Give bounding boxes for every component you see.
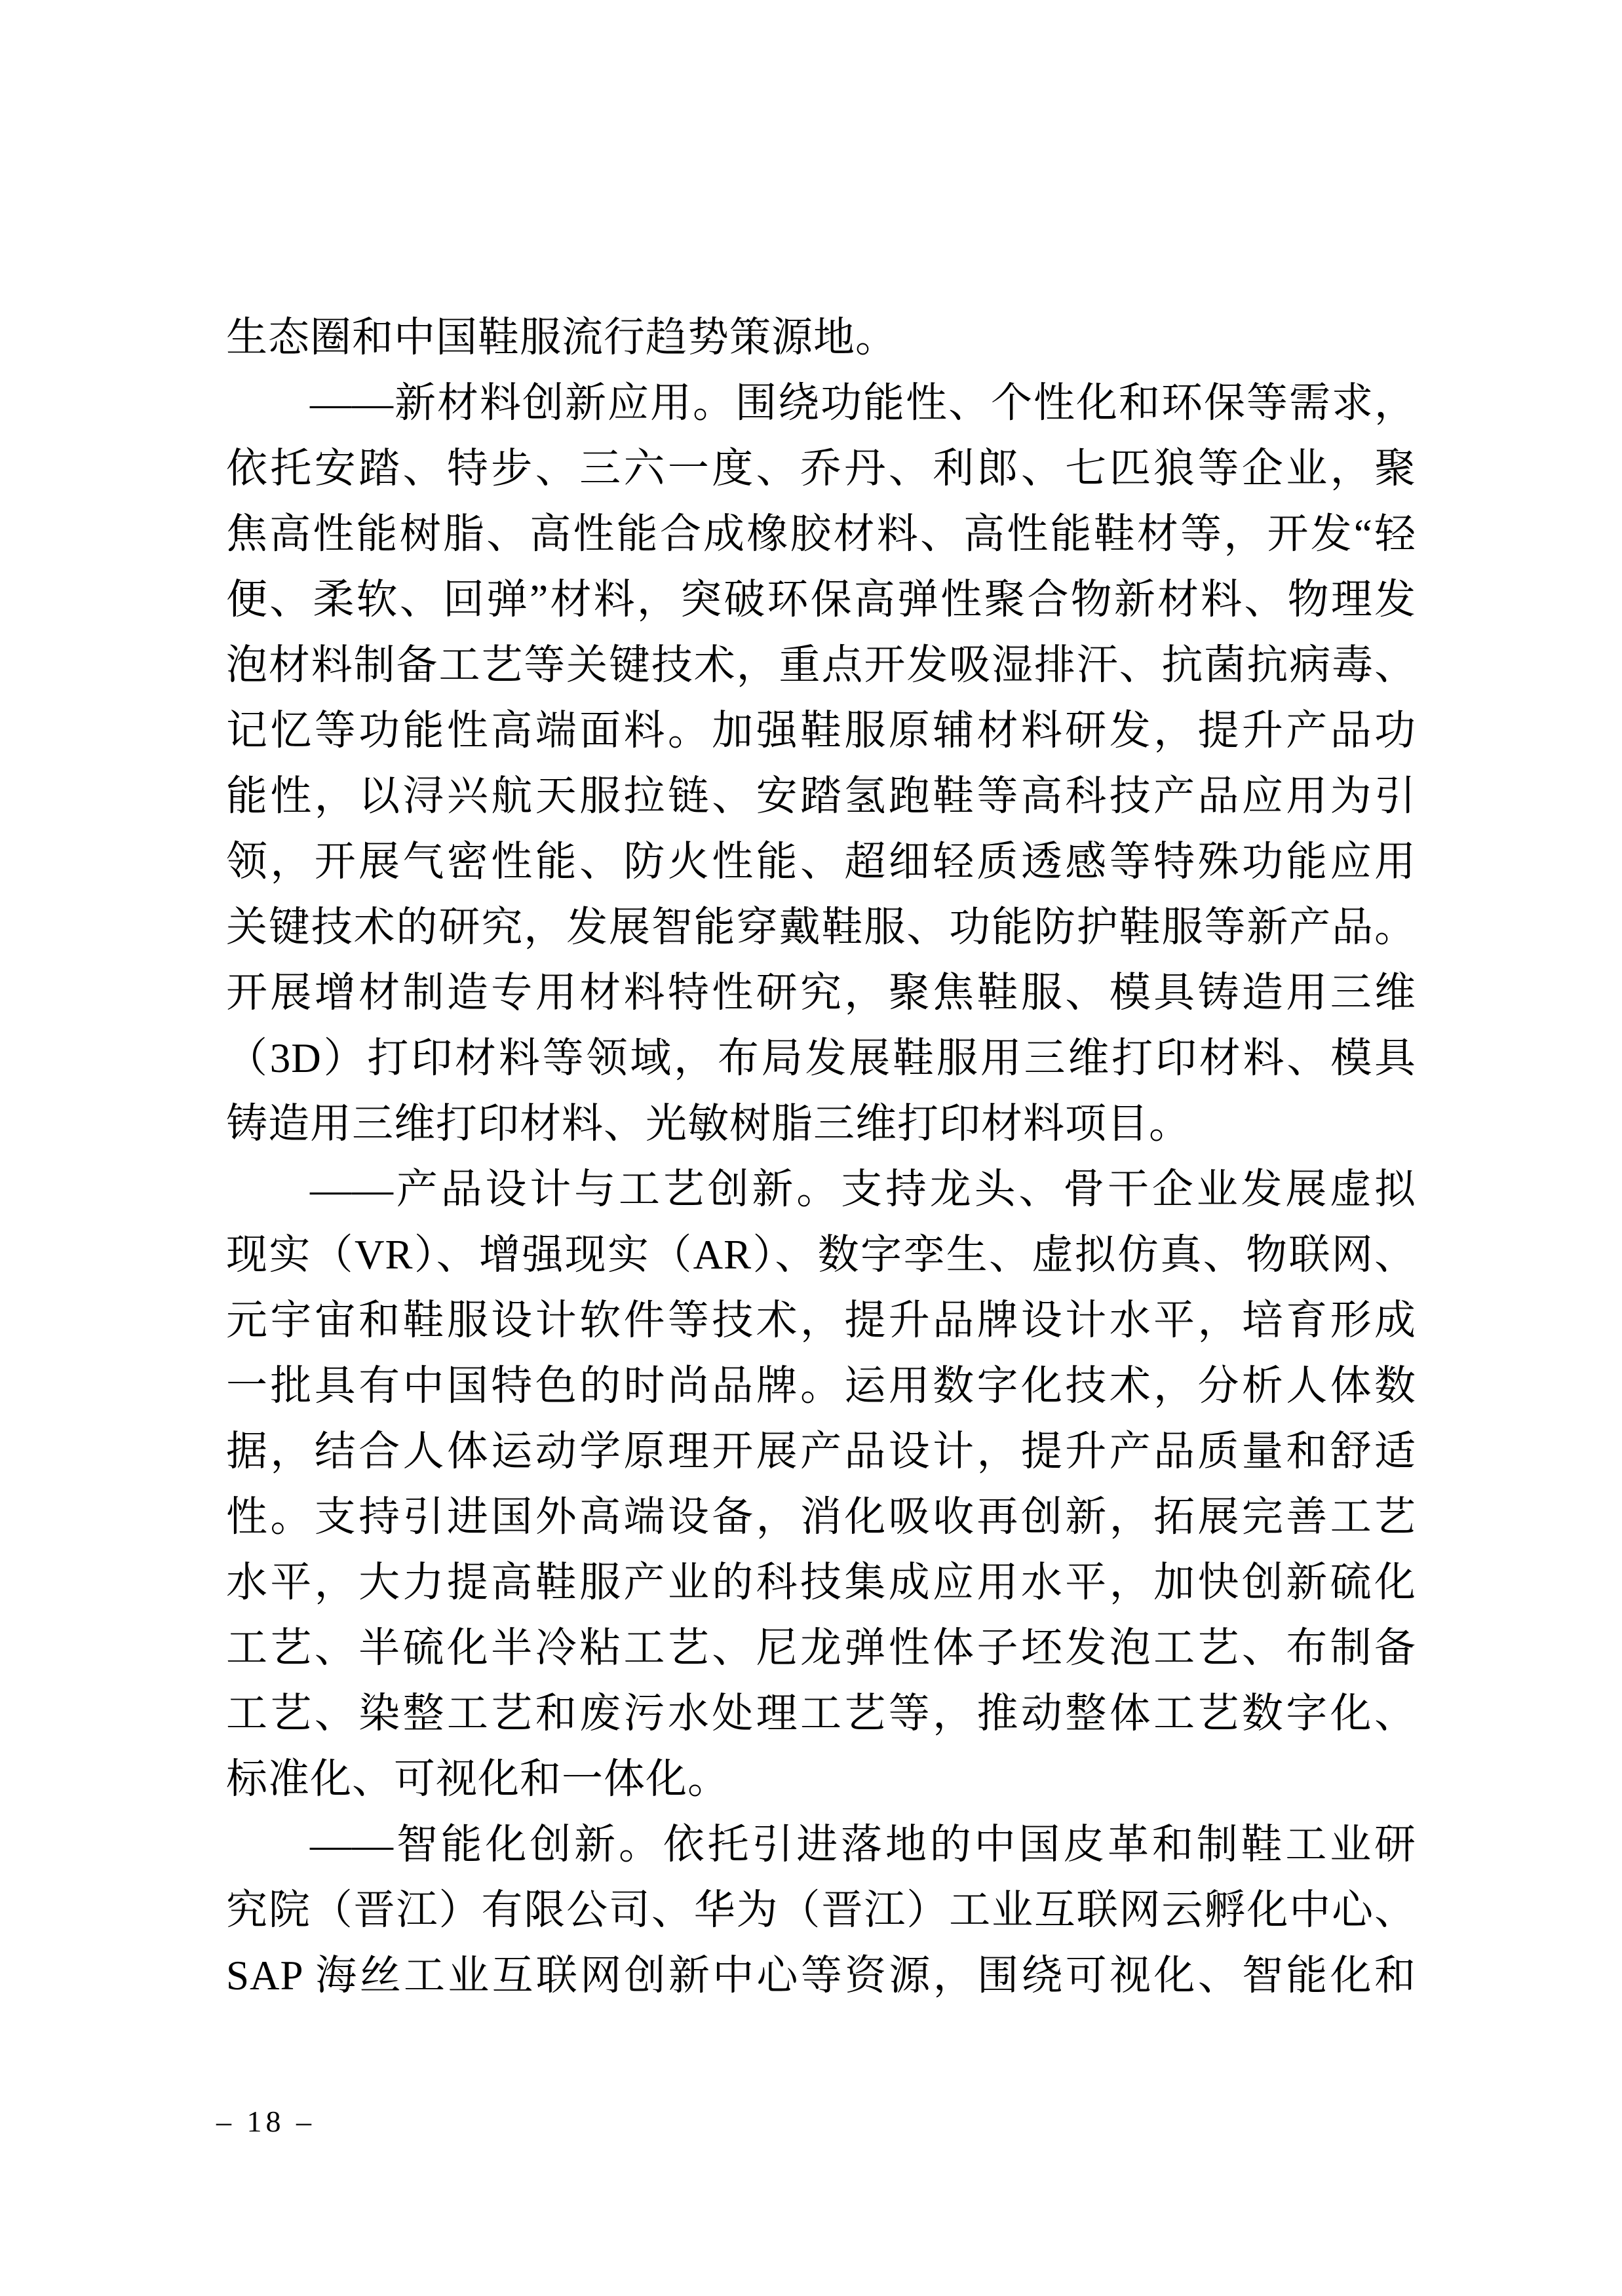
text-line: 现实（VR）、增强现实（AR）、数字孪生、虚拟仿真、物联网、	[226, 1232, 1416, 1278]
text-line: 据，结合人体运动学原理开展产品设计，提升产品质量和舒适	[226, 1428, 1416, 1474]
text-line: 一批具有中国特色的时尚品牌。运用数字化技术，分析人体数	[226, 1363, 1416, 1409]
text-line: 领，开展气密性能、防火性能、超细轻质透感等特殊功能应用	[226, 839, 1416, 885]
text-line: 元宇宙和鞋服设计软件等技术，提升品牌设计水平，培育形成	[226, 1297, 1416, 1343]
text-line: （3D）打印材料等领域，布局发展鞋服用三维打印材料、模具	[226, 1035, 1416, 1081]
text-line: 标准化、可视化和一体化。	[226, 1756, 729, 1802]
text-line: 生态圈和中国鞋服流行趋势策源地。	[226, 315, 897, 360]
text-line: 究院（晋江）有限公司、华为（晋江）工业互联网云孵化中心、	[226, 1887, 1416, 1933]
text-line: 能性，以浔兴航天服拉链、安踏氢跑鞋等高科技产品应用为引	[226, 773, 1416, 819]
text-line: 便、柔软、回弹”材料，突破环保高弹性聚合物新材料、物理发	[226, 577, 1416, 622]
text-line: 铸造用三维打印材料、光敏树脂三维打印材料项目。	[226, 1101, 1191, 1147]
text-line: ——智能化创新。依托引进落地的中国皮革和制鞋工业研	[310, 1822, 1416, 1867]
text-line: 水平，大力提高鞋服产业的科技集成应用水平，加快创新硫化	[226, 1559, 1416, 1605]
text-line: 记忆等功能性高端面料。加强鞋服原辅材料研发，提升产品功	[226, 708, 1416, 754]
text-line: 工艺、染整工艺和废污水处理工艺等，推动整体工艺数字化、	[226, 1691, 1416, 1736]
text-line: ——新材料创新应用。围绕功能性、个性化和环保等需求，	[310, 380, 1416, 426]
page-number: – 18 –	[216, 2105, 315, 2138]
text-line: 工艺、半硫化半冷粘工艺、尼龙弹性体子坯发泡工艺、布制备	[226, 1625, 1416, 1671]
text-line: 性。支持引进国外高端设备，消化吸收再创新，拓展完善工艺	[226, 1494, 1416, 1540]
text-line: 泡材料制备工艺等关键技术，重点开发吸湿排汗、抗菌抗病毒、	[226, 642, 1416, 688]
text-line: ——产品设计与工艺创新。支持龙头、骨干企业发展虚拟	[310, 1166, 1416, 1212]
text-line: 焦高性能树脂、高性能合成橡胶材料、高性能鞋材等，开发“轻	[226, 511, 1416, 557]
document-body	[226, 305, 1416, 2008]
text-line: SAP 海丝工业互联网创新中心等资源，围绕可视化、智能化和	[226, 1953, 1416, 1999]
text-line: 关键技术的研究，发展智能穿戴鞋服、功能防护鞋服等新产品。	[226, 904, 1416, 950]
text-line: 依托安踏、特步、三六一度、乔丹、利郎、七匹狼等企业，聚	[226, 446, 1416, 491]
text-line: 开展增材制造专用材料特性研究，聚焦鞋服、模具铸造用三维	[226, 970, 1416, 1016]
